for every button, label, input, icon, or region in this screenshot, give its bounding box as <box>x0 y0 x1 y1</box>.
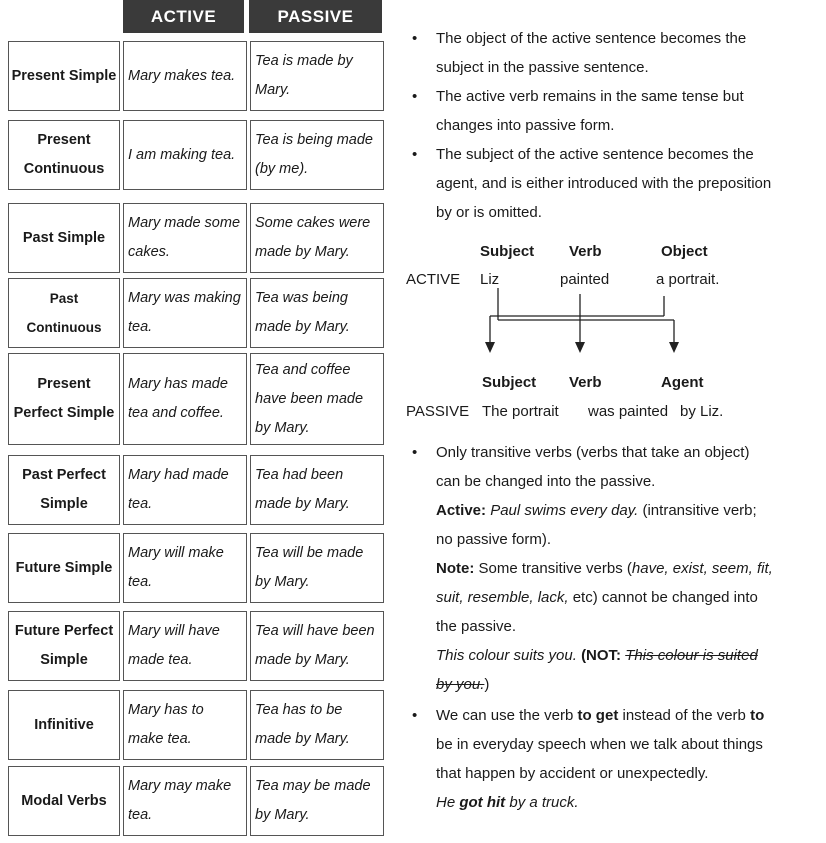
passive-example-cell: Some cakes were made by Mary. <box>250 203 384 273</box>
transitive-rule: Only transitive verbs (verbs that take an object) can be changed into the passive. <box>436 444 750 490</box>
passive-column-header: PASSIVE <box>249 0 382 33</box>
diagram-head-object: Object <box>661 243 708 260</box>
tense-cell: Past Perfect Simple <box>8 455 120 525</box>
active-example-cell: Mary makes tea. <box>123 41 247 111</box>
bullet-icon: • <box>412 30 418 47</box>
table-row <box>8 41 384 111</box>
diagram-head-verb: Verb <box>569 243 602 260</box>
diagram-passive-label: PASSIVE <box>406 403 470 420</box>
active-column-header: ACTIVE <box>123 0 244 33</box>
bullet-icon: • <box>412 707 418 724</box>
get-rule: We can use the verb to get instead of the verb to be in everyday speech when we talk about things that happen by accident or unexpectedly. <box>436 707 765 782</box>
passive-example-cell: Tea and coffee have been made by Mary. <box>250 353 384 445</box>
diagram-active-object: a portrait. <box>656 271 720 288</box>
diagram-active-verb: painted <box>560 271 610 288</box>
rule-text: The active verb remains in the same tense but changes into passive form. <box>436 88 744 134</box>
bullet-icon: • <box>412 88 418 105</box>
table-row <box>8 533 384 603</box>
tense-cell: Infinitive <box>8 690 120 760</box>
passive-example-cell: Tea is made by Mary. <box>250 41 384 111</box>
rule-text: The subject of the active sentence becomes the agent, and is either introduced with the preposition by or is omitted. <box>436 146 772 221</box>
active-example-cell: Mary had made tea. <box>123 455 247 525</box>
tense-cell: Present Simple <box>8 41 120 111</box>
table-row <box>8 455 384 525</box>
incorrect-example: This colour is suited by you. <box>436 647 758 693</box>
active-example-line: Active: Paul swims every day. (intransitive verb; no passive form). <box>436 502 757 548</box>
table-row <box>8 278 384 348</box>
diagram-passive-verb: was painted <box>588 403 669 420</box>
tense-cell: Past Continuous <box>8 278 120 348</box>
diagram-active-label: ACTIVE <box>406 271 461 288</box>
tense-cell: Future Simple <box>8 533 120 603</box>
table-row <box>8 690 384 760</box>
not-example-line: This colour suits you. (NOT: This colour is suited by you.) <box>436 647 758 693</box>
table-row <box>8 353 384 445</box>
table-row <box>8 611 384 681</box>
rule-text <box>436 438 774 699</box>
table-row <box>8 120 384 190</box>
tense-cell: Present Perfect Simple <box>8 353 120 445</box>
tense-cell: Modal Verbs <box>8 766 120 836</box>
active-example-cell: Mary made some cakes. <box>123 203 247 273</box>
table-row <box>8 203 384 273</box>
note-line: Note: Some transitive verbs (have, exist, seem, fit, suit, resemble, lack, etc) cannot be changed into the passive. <box>436 560 773 635</box>
rule-text <box>436 701 774 817</box>
active-example-cell: Mary was making tea. <box>123 278 247 348</box>
bullet-icon: • <box>412 146 418 163</box>
active-example-cell: Mary will have made tea. <box>123 611 247 681</box>
tense-cell: Future Perfect Simple <box>8 611 120 681</box>
passive-example-cell: Tea had been made by Mary. <box>250 455 384 525</box>
table-row <box>8 766 384 836</box>
passive-example-cell: Tea is being made (by me). <box>250 120 384 190</box>
active-example-cell: Mary may make tea. <box>123 766 247 836</box>
passive-example-cell: Tea was being made by Mary. <box>250 278 384 348</box>
rule-text: The object of the active sentence becomes the subject in the passive sentence. <box>436 30 747 76</box>
active-example-cell: Mary has to make tea. <box>123 690 247 760</box>
active-example-cell: I am making tea. <box>123 120 247 190</box>
tense-cell: Present Continuous <box>8 120 120 190</box>
diagram-active-subject: Liz <box>480 271 500 288</box>
passive-example-cell: Tea may be made by Mary. <box>250 766 384 836</box>
passive-example-cell: Tea will be made by Mary. <box>250 533 384 603</box>
diagram-passive-head-subject: Subject <box>482 374 537 391</box>
diagram-passive-agent: by Liz. <box>680 403 724 420</box>
passive-example-cell: Tea has to be made by Mary. <box>250 690 384 760</box>
passive-example-cell: Tea will have been made by Mary. <box>250 611 384 681</box>
transformation-arrows <box>470 286 690 358</box>
active-example-cell: Mary will make tea. <box>123 533 247 603</box>
diagram-head-subject: Subject <box>480 243 535 260</box>
diagram-passive-head-verb: Verb <box>569 374 602 391</box>
tense-cell: Past Simple <box>8 203 120 273</box>
diagram-passive-subject: The portrait <box>482 403 559 420</box>
bullet-icon: • <box>412 444 418 461</box>
active-example-cell: Mary has made tea and coffee. <box>123 353 247 445</box>
get-example-line: He got hit by a truck. <box>436 794 579 811</box>
diagram-head-agent: Agent <box>661 374 704 391</box>
